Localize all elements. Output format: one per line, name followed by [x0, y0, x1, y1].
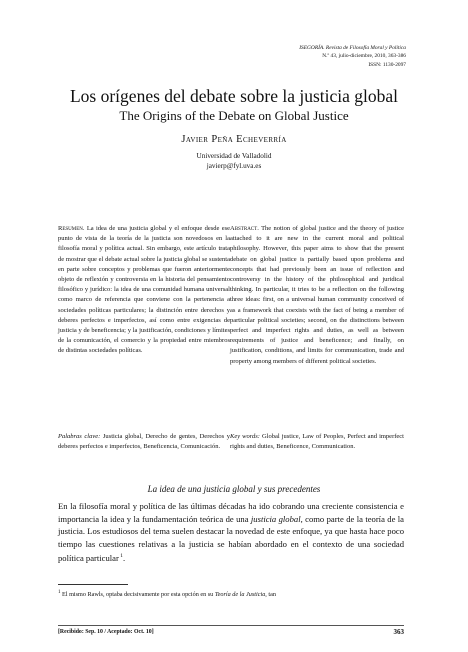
footnote	[58, 588, 404, 599]
received-accepted-dates: [Recibido: Sep. 10 / Aceptado: Oct. 10]	[58, 629, 154, 635]
abstract-spanish-text: La idea de una justicia global y el enfoque desde ese punto de vista de la teoría de la justicia son novedosos en la filosofía moral y política actual. Sin embargo, este artículo trata de mostrar que el debate actual sobre la justicia global se sustenta en parte sobre conceptos y problemas que fueron anteriormente objeto de reflexión y controversia en la historia del pensamiento filosófico y jurídico: la idea de una comunidad humana universal como marco de referencia que conviene con la pertenencia a sociedades políticas particulares; la distinción entre derechos y deberes perfectos e imperfectos, así como entre exigencias de justicia y de beneficencia; y la justificación, condiciones y límites de la comunicación, el comercio y la propiedad entre miembros de distintas sociedades políticas.	[58, 225, 230, 355]
author-affiliation-block	[0, 151, 468, 171]
keywords-english-label: Key words:	[230, 433, 260, 440]
body-text-end: .	[122, 553, 126, 564]
body-text-emphasis: justicia global	[250, 513, 301, 524]
footnote-number: 1	[58, 590, 61, 595]
footnote-separator	[58, 584, 128, 585]
abstract-english-text: The notion of global justice and the theory of justice attached to it are new in the current moral and political philosophy. However, this paper aims to show that the present debate on global justice is partially based upon problems and concepts that had previously been an issue of reflection and controversy in the history of the philosophical and juridical thinking. In particular, it tries to be a reflection on the following three ideas: first, on a universal human community conceived of as a framework that coexists with the fact of being a member of particular political societies; second, on the distinctions between perfect and imperfect rights and duties, as well as between requirements of justice and beneficence; and finally, on justification, conditions, and limits for communication, trade and property among members of different political societies.	[230, 225, 404, 365]
footnote-text: El mismo Rawls, optaba decisivamente por esta opción en su	[62, 591, 215, 599]
footnote-rest: , tan	[265, 591, 276, 599]
keywords-spanish	[58, 432, 230, 452]
footnote-reference[interactable]: 1	[118, 553, 123, 560]
article-subtitle: The Origins of the Debate on Global Justice	[119, 108, 349, 123]
keywords-spanish-label: Palabras clave:	[58, 433, 101, 440]
journal-name: ISEGORÍA. Revista de Filosofía Moral y Política	[299, 45, 406, 51]
abstract-spanish	[58, 224, 230, 357]
body-paragraph	[58, 500, 404, 565]
author-name: Javier Peña Echeverría	[181, 134, 287, 145]
footnote-emphasis: Teoría de la Justicia	[214, 591, 266, 599]
journal-issn: ISSN: 1130-2097	[368, 61, 406, 68]
abstract-english-label: Abstract.	[230, 225, 259, 232]
article-title: Los orígenes del debate sobre la justicia global	[69, 86, 399, 106]
journal-header	[299, 44, 406, 69]
author-affiliation: Universidad de Valladolid	[196, 152, 272, 160]
keywords-english	[230, 432, 404, 452]
keywords-english-text: Global justice, Law of Peoples, Perfect and imperfect rights and duties, Beneficence, Communication.	[230, 433, 404, 451]
journal-issue: N.º 43, julio-diciembre, 2010, 363-386	[322, 53, 406, 60]
section-heading: La idea de una justicia global y sus precedentes	[147, 484, 321, 494]
body-text-part2: , como parte de la teoría de la justicia. Los estudiosos del tema suelen destacar la novedad de este enfoque, ya que hasta hace poco tiempo las cuestiones relativas a la justicia se habían abordado en el contexto de una sociedad política particular	[58, 513, 404, 564]
body-text-part1: En la filosofía moral y política de las últimas décadas ha ido cobrando una creciente consistencia e importancia la idea y la fundamentación teórica de una	[58, 501, 404, 524]
author-email: javierp@fyl.uva.es	[206, 162, 262, 170]
keywords-spanish-text: Justicia global, Derecho de gentes, Derechos y deberes perfectos e imperfectos, Beneficencia, Comunicación.	[58, 433, 230, 451]
page-number: 363	[393, 628, 404, 636]
abstract-english	[230, 224, 404, 367]
abstract-spanish-label: Resumen.	[58, 225, 85, 232]
footer-rule	[58, 625, 404, 626]
